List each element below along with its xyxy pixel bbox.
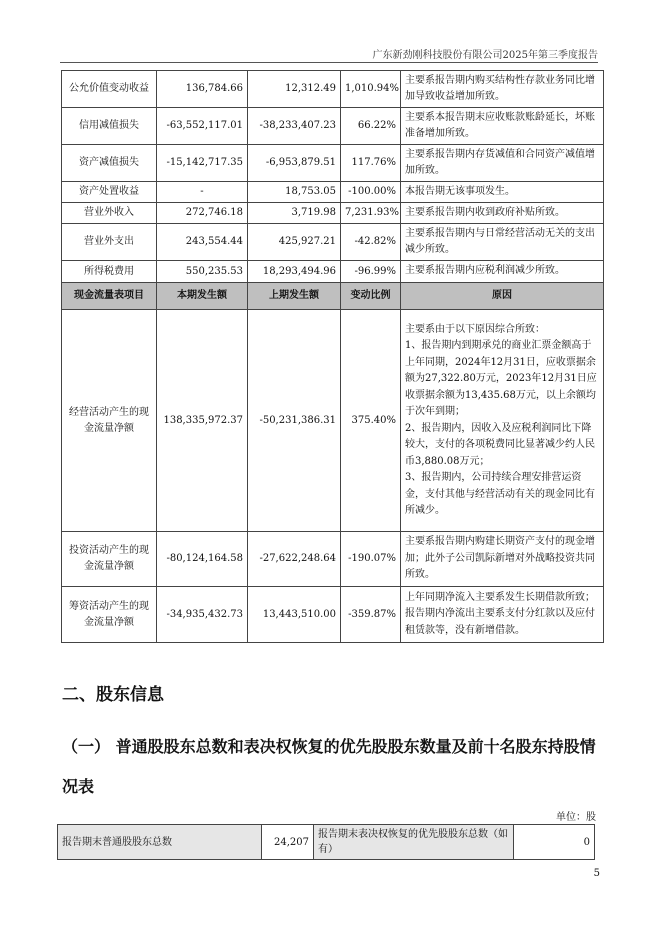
current-value: -34,935,432.73 xyxy=(157,587,248,643)
report-header: 广东新劲刚科技股份有限公司2025年第三季度报告 xyxy=(372,50,598,61)
previous-value: 3,719.98 xyxy=(248,203,341,224)
change-analysis-table xyxy=(61,70,604,643)
preferred-shareholders-label: 报告期末表决权恢复的优先股股东总数（如有） xyxy=(314,825,514,860)
table-row xyxy=(62,203,604,224)
table-row xyxy=(62,182,604,203)
current-value: -63,552,117.01 xyxy=(157,108,248,145)
table-row xyxy=(58,825,595,860)
change-ratio: -96.99% xyxy=(341,261,401,283)
reason-cell xyxy=(401,310,604,532)
change-ratio: 375.40% xyxy=(341,310,401,532)
change-ratio: 66.22% xyxy=(341,108,401,145)
table-row xyxy=(62,532,604,587)
reason-point-2: 2、报告期内，因收入及应税利润同比下降较大，支付的各项税费同比显著减少约人民币3,880.08万元； xyxy=(405,422,595,467)
change-ratio: 7,231.93% xyxy=(341,203,401,224)
current-value: 243,554.44 xyxy=(157,224,248,261)
subsection-title: （一） 普通股股东总数和表决权恢复的优先股股东数量及前十名股东持股情况表 xyxy=(62,737,596,796)
common-shareholders-label: 报告期末普通股股东总数 xyxy=(58,825,262,860)
current-value: -80,124,164.58 xyxy=(157,532,248,587)
previous-value: -38,233,407.23 xyxy=(248,108,341,145)
table-row xyxy=(62,145,604,182)
header-rule xyxy=(60,62,598,63)
current-value: 136,784.66 xyxy=(157,71,248,108)
item-cell: 筹资活动产生的现金流量净额 xyxy=(62,587,157,643)
cash-flow-header-row xyxy=(62,283,604,310)
item-cell: 投资活动产生的现金流量净额 xyxy=(62,532,157,587)
previous-value: 18,753.05 xyxy=(248,182,341,203)
current-value: 550,235.53 xyxy=(157,261,248,283)
change-ratio: 1,010.94% xyxy=(341,71,401,108)
reason-cell: 上年同期净流入主要系发生长期借款所致；报告期内净流出主要系支付分红款以及应付租赁款等，没有新增借款。 xyxy=(401,587,604,643)
table-row xyxy=(62,108,604,145)
table-row xyxy=(62,224,604,261)
reason-cell: 主要系报告期内购建长期资产支付的现金增加；此外子公司凯际新增对外战略投资共同所致。 xyxy=(401,532,604,587)
current-value: 138,335,972.37 xyxy=(157,310,248,532)
current-value: 272,746.18 xyxy=(157,203,248,224)
change-ratio: -190.07% xyxy=(341,532,401,587)
change-ratio: -42.82% xyxy=(341,224,401,261)
table-row xyxy=(62,310,604,532)
common-shareholders-value: 24,207 xyxy=(262,825,314,860)
item-cell: 营业外支出 xyxy=(62,224,157,261)
change-ratio: -100.00% xyxy=(341,182,401,203)
previous-value: 425,927.21 xyxy=(248,224,341,261)
reason-point-1: 1、报告期内到期承兑的商业汇票金额高于上年同期，2024年12月31日，应收票据余额为27,322.80万元，2023年12月31日应收票据余额为13,435.68万元，以上余额均于次年到期； xyxy=(405,340,597,417)
previous-value: -6,953,879.51 xyxy=(248,145,341,182)
item-cell: 所得税费用 xyxy=(62,261,157,283)
table-row xyxy=(62,71,604,108)
column-header-current: 本期发生额 xyxy=(157,283,248,310)
previous-value: -27,622,248.64 xyxy=(248,532,341,587)
table-row xyxy=(62,261,604,283)
previous-value: 13,443,510.00 xyxy=(248,587,341,643)
reason-cell: 主要系报告期内应税利润减少所致。 xyxy=(401,261,604,283)
preferred-shareholders-value: 0 xyxy=(514,825,595,860)
shareholder-count-table xyxy=(57,824,595,860)
item-cell: 营业外收入 xyxy=(62,203,157,224)
previous-value: 18,293,494.96 xyxy=(248,261,341,283)
reason-cell: 主要系本报告期末应收账款账龄延长，坏账准备增加所致。 xyxy=(401,108,604,145)
item-cell: 公允价值变动收益 xyxy=(62,71,157,108)
reason-cell: 主要系报告期内存货减值和合同资产减值增加所致。 xyxy=(401,145,604,182)
page-number: 5 xyxy=(593,868,600,879)
item-cell: 信用减值损失 xyxy=(62,108,157,145)
column-header-previous: 上期发生额 xyxy=(248,283,341,310)
item-cell: 资产减值损失 xyxy=(62,145,157,182)
column-header-change: 变动比例 xyxy=(341,283,401,310)
previous-value: -50,231,386.31 xyxy=(248,310,341,532)
item-cell: 资产处置收益 xyxy=(62,182,157,203)
change-ratio: -359.87% xyxy=(341,587,401,643)
change-ratio: 117.76% xyxy=(341,145,401,182)
column-header-item: 现金流量表项目 xyxy=(62,283,157,310)
reason-point-3: 3、报告期内，公司持续合理安排营运资金，支付其他与经营活动有关的现金同比有所减少。 xyxy=(405,472,595,516)
previous-value: 12,312.49 xyxy=(248,71,341,108)
unit-label: 单位：股 xyxy=(556,812,596,823)
column-header-reason: 原因 xyxy=(401,283,604,310)
reason-cell: 主要系报告期内收到政府补贴所致。 xyxy=(401,203,604,224)
current-value: - xyxy=(157,182,248,203)
reason-cell: 主要系报告期内购买结构性存款业务同比增加导致收益增加所致。 xyxy=(401,71,604,108)
item-cell: 经营活动产生的现金流量净额 xyxy=(62,310,157,532)
table-row xyxy=(62,587,604,643)
reason-cell: 主要系报告期内与日常经营活动无关的支出减少所致。 xyxy=(401,224,604,261)
current-value: -15,142,717.35 xyxy=(157,145,248,182)
section-title: 二、股东信息 xyxy=(62,685,164,705)
reason-cell: 本报告期无该事项发生。 xyxy=(401,182,604,203)
reason-intro: 主要系由于以下原因综合所致： xyxy=(405,323,545,335)
